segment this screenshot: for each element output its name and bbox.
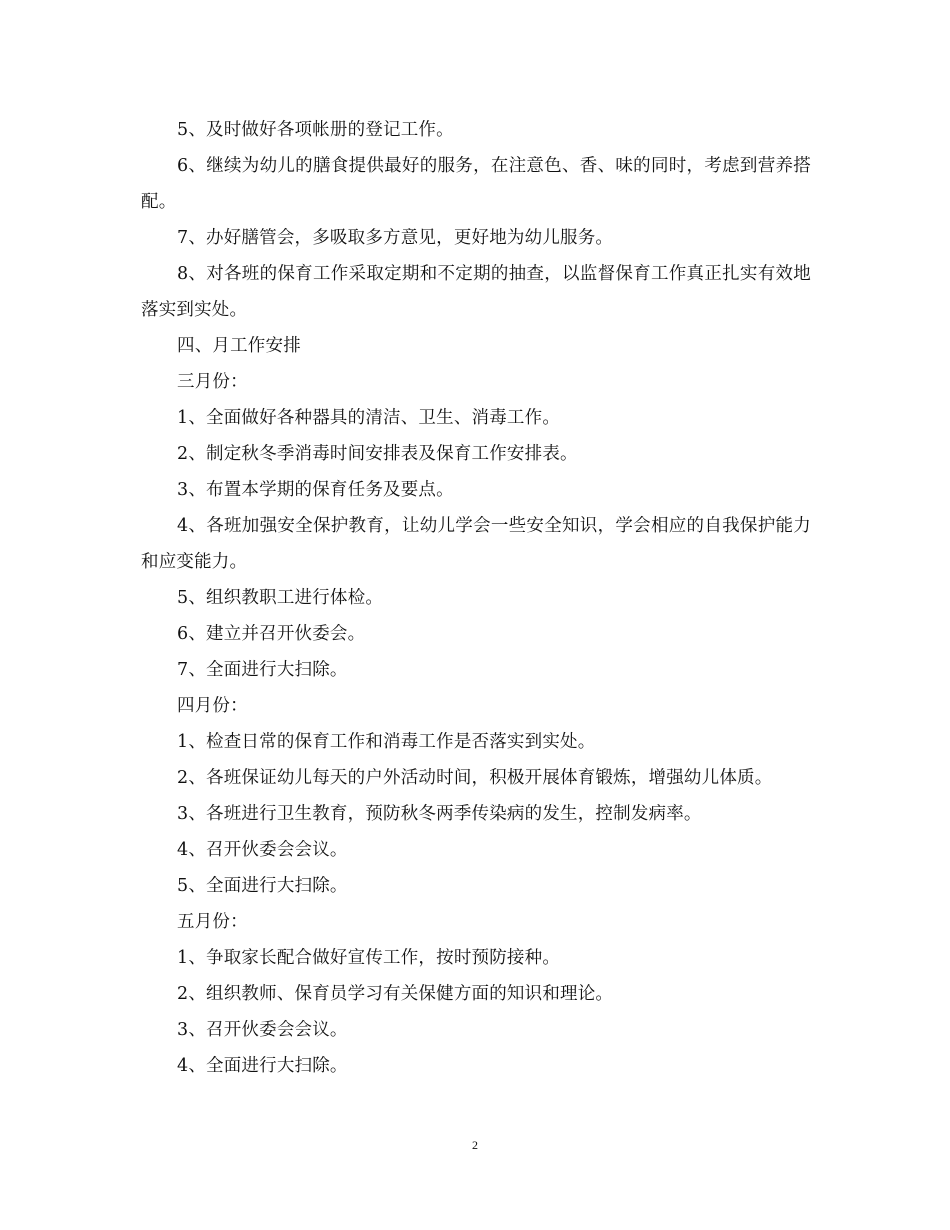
paragraph: 2、各班保证幼儿每天的户外活动时间，积极开展体育锻炼，增强幼儿体质。 <box>177 768 773 788</box>
paragraph: 8、对各班的保育工作采取定期和不定期的抽查，以监督保育工作真正扎实有效地落实到实处。 <box>141 264 811 320</box>
month-heading: 三月份： <box>177 372 248 392</box>
paragraph: 3、布置本学期的保育任务及要点。 <box>177 480 454 500</box>
month-heading: 五月份： <box>177 912 248 932</box>
paragraph: 6、建立并召开伙委会。 <box>177 624 366 644</box>
paragraph: 5、及时做好各项帐册的登记工作。 <box>177 120 454 140</box>
paragraph: 4、召开伙委会会议。 <box>177 840 348 860</box>
paragraph: 4、全面进行大扫除。 <box>177 1056 348 1076</box>
paragraph: 2、制定秋冬季消毒时间安排表及保育工作安排表。 <box>177 444 578 464</box>
paragraph: 3、召开伙委会会议。 <box>177 1020 348 1040</box>
paragraph: 2、组织教师、保育员学习有关保健方面的知识和理论。 <box>177 984 614 1004</box>
section-heading: 四、月工作安排 <box>177 336 301 356</box>
paragraph: 3、各班进行卫生教育，预防秋冬两季传染病的发生，控制发病率。 <box>177 804 702 824</box>
paragraph: 4、各班加强安全保护教育，让幼儿学会一些安全知识，学会相应的自我保护能力和应变能力。 <box>141 516 811 572</box>
paragraph: 5、组织教职工进行体检。 <box>177 588 384 608</box>
paragraph: 6、继续为幼儿的膳食提供最好的服务，在注意色、香、味的同时，考虑到营养搭配。 <box>141 156 811 212</box>
month-heading: 四月份： <box>177 696 248 716</box>
page-number: 2 <box>472 1138 478 1152</box>
paragraph: 7、办好膳管会，多吸取多方意见，更好地为幼儿服务。 <box>177 228 614 248</box>
document-body <box>141 112 811 1084</box>
paragraph: 1、检查日常的保育工作和消毒工作是否落实到实处。 <box>177 732 596 752</box>
paragraph: 5、全面进行大扫除。 <box>177 876 348 896</box>
paragraph: 1、争取家长配合做好宣传工作，按时预防接种。 <box>177 948 561 968</box>
paragraph: 7、全面进行大扫除。 <box>177 660 348 680</box>
paragraph: 1、全面做好各种器具的清洁、卫生、消毒工作。 <box>177 408 561 428</box>
